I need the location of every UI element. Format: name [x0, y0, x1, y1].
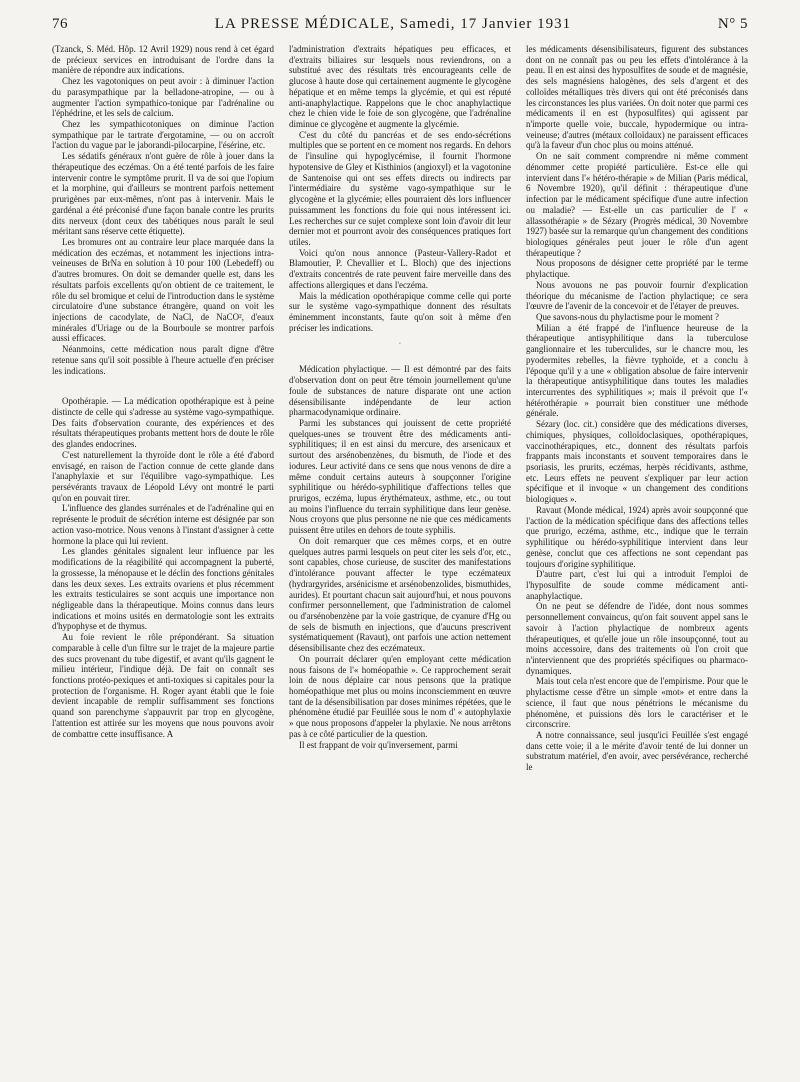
paragraph: l'administration d'extraits hépatiques peu efficaces, et d'extraits biliaires sur lesquels nous reviendrons, on a substitué avec des résultats très encourageants celle de glucose à haute dose qui certainement augmente le glycogène hépatique et en même temps la glycémie, et qui est réputé anti-anaphylactique. Rappelons que le choc anaphylactique chez le chien vide le foie de son glycogène, que l'adrénaline diminue ce glycogène et augmente la glycémie.: [289, 44, 511, 130]
issue-number: N° 5: [717, 16, 748, 32]
paragraph: Les sédatifs généraux n'ont guère de rôle à jouer dans la thérapeutique des eczémas. On a été tenté parfois de les faire intervenir contre le symptôme prurit. Il va de soi que l'opium et la morphine, qui d'ailleurs se montrent parfois nettement prurigènes par eux-mêmes, n'ont pas à intervenir. Mais le gardénal a été préconisé d'une façon banale contre les prurits dits nerveux (dont ceux des tabétiques nous paraît le seul méritant sans réserve cette étiquette).: [52, 151, 274, 237]
paragraph: les médicaments désensibilisateurs, figurent des substances dont on ne connaît pas ou peu les effets d'intolérance à la peau. Il en est ainsi des hyposulfites de soude et de magnésie, des sels magnésiens halogènes, des sels d'argent et des colloïdes métalliques très divers qui ont été préconisés dans les circonstances les plus variées. On doit noter que parmi ces médicaments il en est (hyposulfites) qui agissent par n'importe quelle voie, buccale, hypodermique ou intra-veineuse; d'autres (métaux colloïdaux) ne paraissent efficaces qu'à la faveur d'un choc plus ou moins atténué.: [526, 44, 748, 151]
paragraph: On ne sait comment comprendre ni même comment dénommer cette propiété particulière. Est-ce elle qui intervient dans l'« hétéro-thérapie » de Milian (Paris médical, 6 Novembre 1920), qu'il définit : thérapeutique d'une infection par le médicament spécifique d'une autre infection ou maladie? — Est-elle un cas particulier de l' « allassothérapie » de Sézary (Progrès médical, 30 Novembre 1927) basée sur la remarque qu'un changement des conditions biologiques générales peut jouer le rôle d'un agent thérapeutique ?: [526, 151, 748, 258]
article-columns: [52, 44, 748, 773]
paragraph: (Tzanck, S. Méd. Hôp. 12 Avril 1929) nous rend à cet égard de précieux services en introduisant de l'ordre dans la manière de répondre aux indications.: [52, 44, 274, 76]
paragraph: Parmi les substances qui jouissent de cette propriété quelques-unes se trouvent être des médicaments anti-syphilitiques; il en est ainsi du mercure, des arsenicaux et surtout des arsénobenzènes, du bismuth, de l'iode et des iodures. Leur activité dans ce sens que nous venons de dire a même conduit certains auteurs à soupçonner l'origine syphilitique ou hérédo-syphilitique d'affections telles que prurigos, eczéma, lupus érythémateux, asthme, etc., ou tout au moins l'influence du terrain syphilitique dans leur genèse. Nous croyons que plus personne ne nie que ces médicaments puissent être utiles en dehors de toute syphilis.: [289, 418, 511, 536]
journal-title: LA PRESSE MÉDICALE, Samedi, 17 Janvier 1931: [214, 16, 572, 32]
paragraph: Que savons-nous du phylactisme pour le moment ?: [536, 311, 719, 322]
paragraph: Nous proposons de désigner cette propriété par le terme phylactique.: [526, 258, 748, 280]
column-3: [526, 44, 748, 773]
paragraph: Sézary (loc. cit.) considère que des médications diverses, chimiques, physiques, colloïdoclasiques, opothérapiques, vaccinothérapiques, etc., donnent des résultats parfois frappants mais inconstants et souvent temporaires dans le psoriasis, les prurits, eczémas, herpès récidivants, asthme, etc. Leurs effets ne peuvent s'expliquer par leur action spécifique et il invoque « un changement des conditions biologiques ».: [526, 419, 748, 505]
paragraph: Les bromures ont au contraire leur place marquée dans la médication des eczémas, et notamment les injections intra-veineuses de BrNa en solution à 10 pour 100 (Lebedeff) ou d'autres bromures. On doit se demander quelle est, dans les résultats parfois excellents qu'on obtient de ce traitement, le rôle du sel bromique et celui de l'introduction dans le système circulatoire d'une substance étrangère, quand on voit les injections de cacodylate, de NaCl, de NaCO², d'eaux minérales d'Uriage ou de la Bourboule se montrer parfois aussi efficaces.: [52, 236, 274, 344]
column-1: [52, 44, 274, 773]
paragraph: Les glandes génitales signalent leur influence par les modifications de la réagibilité qui accompagnent la puberté, la grossesse, la ménopause et le déclin des fonctions génitales dans les deux sexes. Les extraits ovariens et plus récemment les extraits testiculaires se sont acquis une importance non négligeable dans la thérapeutique. Moins connus dans leurs indications et moins usités en dermatologie sont les extraits d'hypophyse et de thymus.: [52, 546, 274, 632]
paragraph: Voici qu'on nous annonce (Pasteur-Vallery-Radot et Blamoutier, P. Chevallier et L. Bloch) que des injections d'extraits concentrés de rate peuvent faire merveille dans des affections allergiques et dans l'eczéma.: [289, 247, 511, 290]
paragraph: Opothérapie. — La médication opothérapique est à peine distincte de celle qui s'adresse au système vago-sympathique. Des faits d'observation courante, des expériences et des résultats thérapeutiques probants mettent hors de doute le rôle des glandes endocrines.: [52, 396, 274, 450]
paragraph: A notre connaissance, seul jusqu'ici Feuillée s'est engagé dans cette voie; il a le mérite d'avoir tenté de lui donner un substratum matériel, d'en avoir, avec persévérance, recherché le: [526, 730, 748, 773]
paragraph: On pourrait déclarer qu'en employant cette médication nous faisons de l'« homéopathie ». Ce rapprochement serait loin de nous déplaire car nous pensons que la pratique homéopathique met plus ou moins inconsciemment en œuvre tant de la désensibilisation par doses minimes répétées, que le phénomène étudié par Feuillée sous le nom d' « autophylaxie » que nous proposons d'appeler la phylaxie. Ne nous arrêtons pas à ce côté particulier de la question.: [289, 653, 511, 739]
paragraph: Milian a été frappé de l'influence heureuse de la thérapeutique antisyphilitique dans la tuberculose ganglionnaire et les tuberculides, sur le chancre mou, les pyodermites rebelles, la fièvre typhoïde, et a conclu à l'époque qu'il y a une « obligation absolue de faire intervenir la thérapeutique antisyphilitique dans toutes les maladies intercurrentes des syphilitiques »; mais il prévoit que l'« hétérothérapie » pourrait bien constituer une méthode générale.: [526, 322, 748, 419]
paragraph: On ne peut se défendre de l'idée, dont nous sommes personnellement convaincus, qu'on fait souvent appel sans le savoir à l'action phylactique de nombreux agents thérapeutiques, et qu'elle joue un rôle insoupçonné, tout au moins accessoire, dans des traitements où l'on croit que n'interviennent que des propriétés spécifiques ou pharmaco-dynamiques.: [526, 601, 748, 676]
paragraph: D'autre part, c'est lui qui a introduit l'emploi de l'hyposulfite de soude comme médicament anti-anaphylactique.: [526, 569, 748, 601]
paragraph: Médication phylactique. — Il est démontré par des faits d'observation dont on peut être témoin journellement qu'une foule de substances de nature disparate ont une action désensibilisante indépendante de leur action pharmacodynamique ordinaire.: [289, 364, 511, 418]
paragraph: Néanmoins, cette médication nous paraît digne d'être retenue sans qu'il soit possible à l'heure actuelle d'en préciser les indications.: [52, 344, 274, 376]
paragraph: Nous avouons ne pas pouvoir fournir d'explication théorique du mécanisme de l'action phylactique; ce sera l'œuvre de l'avenir de la concevoir et de l'étayer de preuves.: [526, 279, 748, 312]
paragraph: Chez les sympathicotoniques on diminue l'action sympathique par le tartrate d'ergotamine, — ou on accroît l'action du vague par le jaborandi-pilocarpine, l'ésérine, etc.: [52, 119, 274, 151]
section-separator: ˌ: [398, 335, 402, 345]
paragraph: C'est du côté du pancréas et de ses endo-sécrétions multiples que se portent en ce moment nos regards. En dehors de l'insuline qui hypoglycémise, il fournit l'hormone hypotensive de Gley et Kisthinios (angioxyl) et la vagotonine de Santenoise qui ont ses effets directs ou indirects par l'intermédiaire du système vago-sympathique sur le glycogène et la glycémie; elles pourraient dès lors influencer puissamment les fonctions du foie qui nous intéressent ici. Les recherches sur ce sujet complexe sont loin d'avoir dit leur dernier mot et pourront avoir des conséquences pratiques fort utiles.: [289, 129, 511, 247]
page-header: [52, 16, 748, 40]
paragraph: Il est frappant de voir qu'inversement, parmi: [299, 739, 458, 750]
paragraph: On doit remarquer que ces mêmes corps, et en outre quelques autres parmi lesquels on peut citer les sels d'or, etc., sont capables, chose curieuse, de susciter des manifestations d'intolérance pouvant affecter le type eczémateux (hydrargyrides, arsénicisme et arsénobenzolides, bismuthides, aurides). Et pourtant chacun sait aujourd'hui, et nous pouvons confirmer personnellement, que l'administration de calomel ou d'arsénobenzène par la voie gastrique, de cyanure d'Hg ou de sels de bismuth en injections, que d'aucuns prescrivent systématiquement (Ravaut), ont parfois une action nettement désensibilisante chez des eczémateux.: [289, 535, 511, 654]
paragraph: C'est naturellement la thyroïde dont le rôle a été d'abord envisagé, en raison de l'action connue de cette glande dans l'anaphylaxie et sur l'équilibre vago-sympathique. Les persévérants travaux de Léopold Lévy ont montré le parti qu'on en pouvait tirer.: [52, 449, 274, 503]
page-number: 76: [52, 16, 68, 32]
paragraph: Mais tout cela n'est encore que de l'empirisme. Pour que le phylactisme cesse d'être un simple «mot» et entre dans la science, il faut que nous pénétrions le mécanisme du phénomène, et puissions dès lors le caractériser et le circonscrire.: [526, 676, 748, 730]
paragraph: Mais la médication opothérapique comme celle qui porte sur le système vago-sympathique donnent des résultats éminemment inconstants, faute qu'on soit à même d'en préciser les indications.: [289, 290, 511, 333]
paragraph: Ravaut (Monde médical, 1924) après avoir soupçonné que l'action de la médication spécifique dans des affections telles que prurigo, eczéma, asthme, etc., indique que le terrain syphilitique ou hérédo-syphilitique intervient dans leur genèse, conclut que ces affections ne sont cependant pas toujours d'origine syphilitique.: [526, 504, 748, 569]
column-2: [289, 44, 511, 773]
paragraph: Au foie revient le rôle prépondérant. Sa situation comparable à celle d'un filtre sur le trajet de la majeure partie des sucs provenant du tube digestif, et avant qu'ils gagnent le milieu intérieur, l'indique déjà. De fait on connaît ses fonctions protéo-pexiques et anti-toxiques si capitales pour la protection de l'organisme. H. Roger ayant établi que le foie devient incapable de remplir suffisamment ses fonctions quand son parenchyme s'appauvrit par trop en glycogène, l'attention est attirée sur les moyens que nous pouvons avoir de combattre cette insuffisance. A: [52, 632, 274, 739]
paragraph: Chez les vagotoniques on peut avoir : à diminuer l'action du parasympathique par la belladone-atropine, — ou à augmenter l'action sympathico-tonique par l'adrénaline ou l'éphédrine, et les sels de calcium.: [52, 76, 274, 119]
paragraph: L'influence des glandes surrénales et de l'adrénaline qui en représente le produit de sécrétion interne est désignée par son action vaso-motrice. Nous venons à l'instant d'assigner à cette hormone la place qui lui revient.: [52, 503, 274, 546]
